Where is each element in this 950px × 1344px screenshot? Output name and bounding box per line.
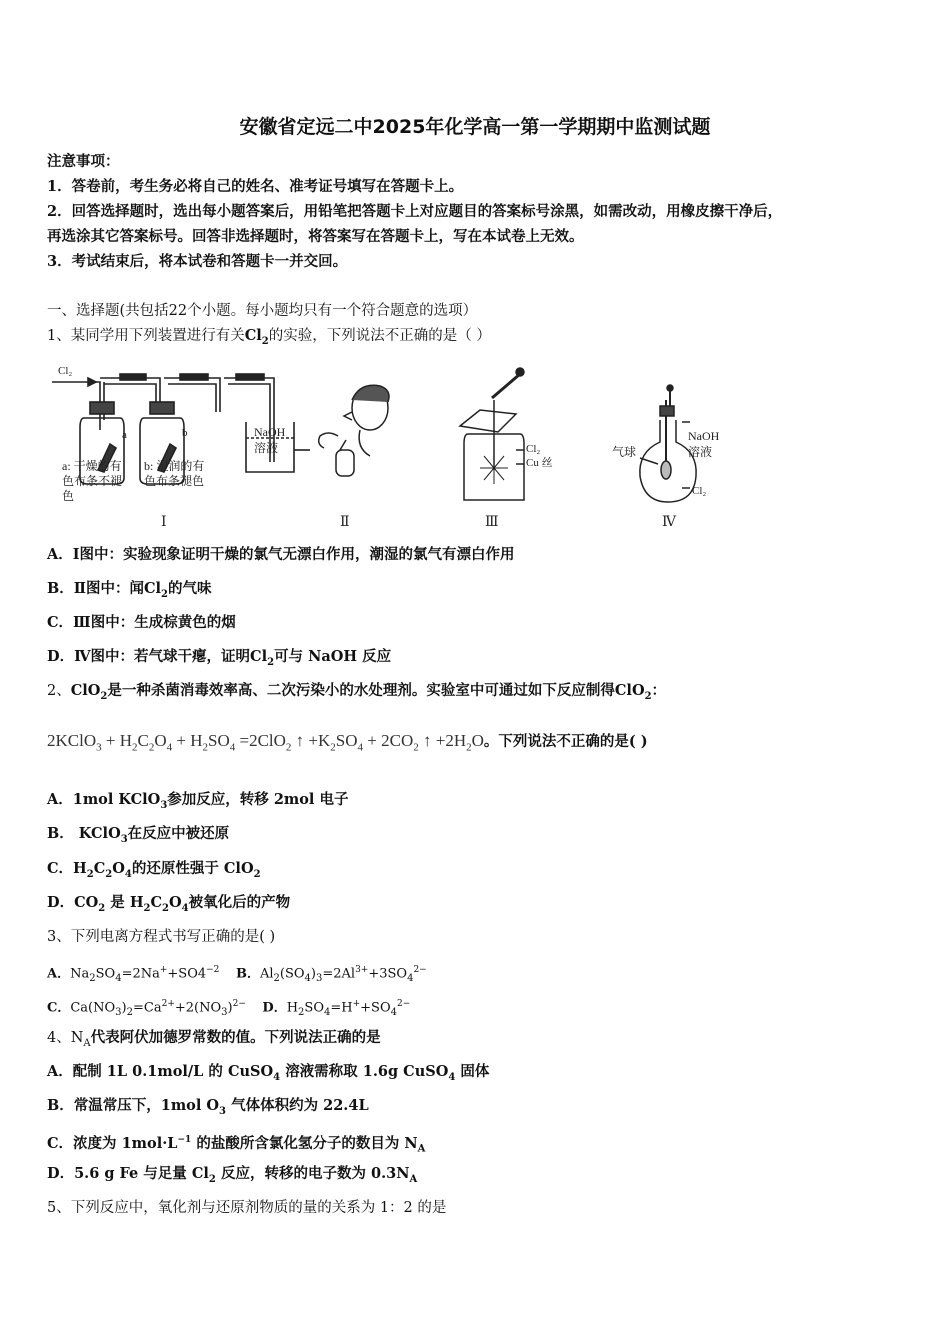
cl2-iv-label: Cl₂ (692, 485, 707, 497)
caption-a-2: 色布条不褪 (62, 474, 123, 488)
q4-option-b: B．常温常压下，1mol $O_3$ 气体体积约为 22.4L (47, 1097, 369, 1117)
setup-label-ii: Ⅱ (340, 515, 350, 530)
q1-option-b: B．Ⅱ图中：闻$Cl_2$的气味 (47, 580, 212, 600)
caption-a-1: a: 干燥的有 (62, 459, 122, 473)
q1-apparatus-figure (40, 360, 760, 535)
balloon-flask-figure (640, 385, 696, 502)
cu-wire-label: Cu 丝 (526, 457, 553, 469)
q4-stem: 4、$N_A$代表阿伏加德罗常数的值。下列说法正确的是 (47, 1029, 381, 1049)
setup-label-iv: Ⅳ (662, 515, 676, 530)
caption-a-3: 色 (62, 489, 75, 503)
notice-item-3: 3．考试结束后，将本试卷和答题卡一并交回。 (47, 253, 348, 270)
q4-option-c: C．浓度为 $1mol\cdot L^{-1}$ 的盐酸所含氯化氢分子的数目为 $N_A$ (47, 1134, 426, 1155)
q1-option-d: D．Ⅳ图中：若气球干瘪，证明$Cl_2$可与 NaOH 反应 (47, 648, 392, 668)
q5-stem: 5、下列反应中，氧化剂与还原剂物质的量的关系为 1：2 的是 (47, 1200, 447, 1216)
page-title: 安徽省定远二中2025年化学高一第一学期期中监测试题 (239, 116, 711, 138)
notice-heading: 注意事项： (47, 153, 120, 170)
naoh-label: NaOH (254, 425, 286, 439)
notice-item-2-cont: 再选涂其它答案标号。回答非选择题时，将答案写在答题卡上，写在本试卷上无效。 (47, 228, 584, 245)
naoh-solution-label: 溶液 (254, 441, 279, 455)
cu-burning-figure (460, 368, 524, 500)
setup-label-i: Ⅰ (161, 515, 167, 530)
q2-option-c: C．$H_2C_2O_4$的还原性强于 ClO$_2$ (47, 860, 261, 880)
section-heading: 一、选择题(共包括22个小题。每小题均只有一个符合题意的选项） (47, 303, 478, 319)
cl2-label: Cl₂ (58, 365, 73, 377)
caption-b-1: b: 湿润的有 (144, 459, 205, 473)
naoh-iv-label: NaOH (688, 429, 720, 443)
q2-option-d: D．$CO_2$ 是 $H_2C_2O_4$被氧化后的产物 (47, 894, 291, 914)
notice-item-2: 2．回答选择题时，选出每小题答案后，用铅笔把答题卡上对应题目的答案标号涂黑，如需改动，用橡皮擦干净后， (47, 203, 783, 220)
caption-b-2: 色布条褪色 (144, 474, 205, 488)
q2-stem: 2、ClO$_2$是一种杀菌消毒效率高、二次污染小的水处理剂。实验室中可通过如下反应制得ClO$_2$： (47, 682, 667, 702)
q3-options-ab: A．$Na_2SO_4=2Na^++SO4^{-2}$ B．$Al_2(SO_4)_3=2Al^{3+}+3SO_4^{2-}$ (47, 965, 427, 984)
q1-stem: 1、某同学用下列装置进行有关$Cl_2$的实验，下列说法不正确的是（ ） (47, 327, 491, 347)
label-b: b (182, 427, 188, 439)
smelling-figure (319, 385, 389, 476)
q2-option-a: A．1mol KClO$_3$参加反应，转移 2mol 电子 (47, 791, 349, 811)
q3-options-cd: C．$Ca(NO_3)_2=Ca^{2+}+2(NO_3)^{2-}$ D．$H_2SO_4=H^++SO_4^{2-}$ (47, 999, 411, 1018)
bottle-a-stopper (90, 402, 114, 414)
bottle-b-stopper (150, 402, 174, 414)
q1-option-a: A．Ⅰ图中：实验现象证明干燥的氯气无漂白作用，潮湿的氯气有漂白作用 (47, 546, 515, 563)
balloon-label: 气球 (612, 445, 637, 459)
cl2-iii-label: Cl₂ (526, 443, 541, 455)
q3-stem: 3、下列电离方程式书写正确的是( ) (47, 929, 276, 945)
notice-item-1: 1．答卷前，考生务必将自己的姓名、准考证号填写在答题卡上。 (47, 178, 464, 195)
label-a: a (122, 429, 127, 441)
naoh-iv-solution-label: 溶液 (688, 445, 713, 459)
q2-option-b: B． KClO$_3$在反应中被还原 (47, 825, 230, 845)
q2-equation: 2KClO$_3$ + $H_2C_2O_4 + H_2SO_4 =2ClO_2$ ↑ $+K_2SO_4 + 2CO_2$ ↑ $+2H_2O$。下列说法不正确的是( ) (47, 731, 648, 754)
setup-label-iii: Ⅲ (485, 515, 499, 530)
q4-option-a: A．配制 1L 0.1mol/L 的 CuSO$_4$ 溶液需称取 1.6g CuSO$_4$ 固体 (47, 1063, 490, 1083)
q1-option-c: C．Ⅲ图中：生成棕黄色的烟 (47, 614, 236, 631)
q4-option-d: D．5.6 g Fe 与足量 $Cl_2$ 反应，转移的电子数为 $0.3N_A$ (47, 1165, 418, 1185)
